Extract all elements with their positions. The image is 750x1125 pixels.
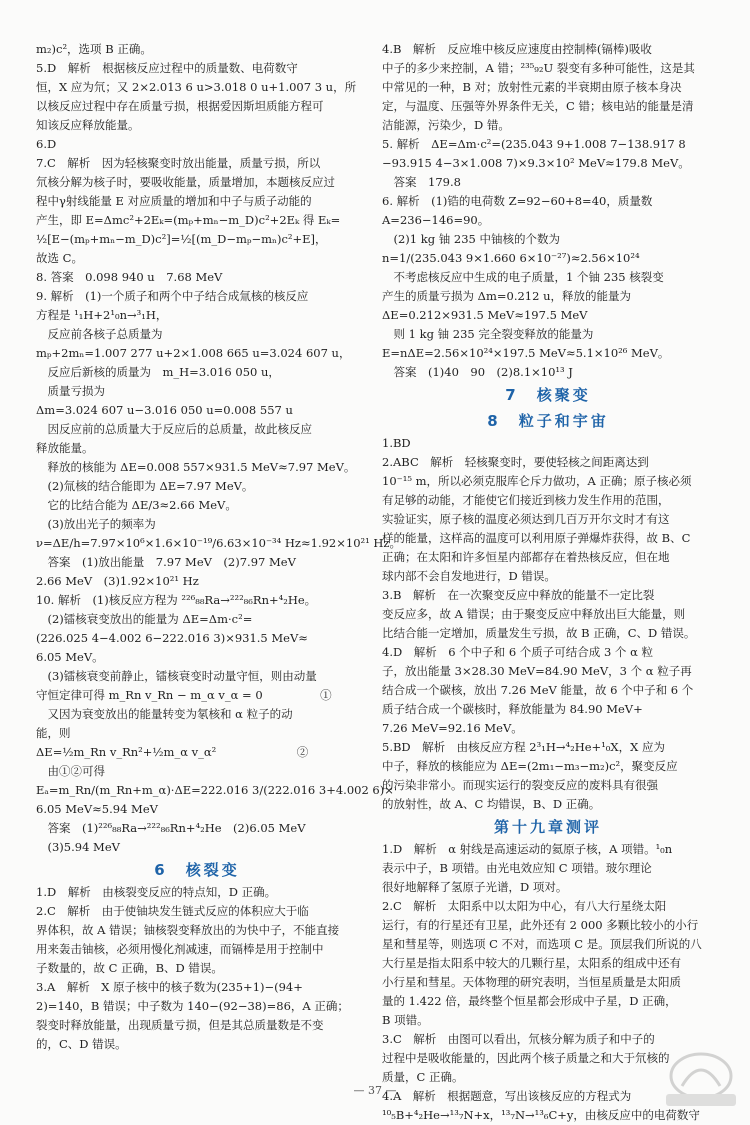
text-line: 子数量的，故 C 正确，B、D 错误。 bbox=[36, 961, 223, 975]
text-line: 1.BD bbox=[382, 436, 411, 450]
text-line: −93.915 4−3×1.008 7)×9.3×10² MeV≈179.8 MeV。 bbox=[382, 156, 690, 170]
text-line: A=236−146=90。 bbox=[382, 213, 490, 227]
text-line: (2)1 kg 铀 235 中铀核的个数为 bbox=[382, 232, 561, 246]
text-line: 2)=140，B 错误；中子数为 140−(92−38)=86，A 正确； bbox=[36, 999, 349, 1013]
text-line: 由①②可得 bbox=[36, 764, 105, 778]
text-line: 中子的多少来控制，A 错；²³⁵₉₂U 裂变有多种可能性，这是其 bbox=[382, 61, 695, 75]
text-line: 能，则 bbox=[36, 726, 71, 740]
text-line: (3)放出光子的频率为 bbox=[36, 517, 156, 531]
text-line: 样的能量，这样高的温度可以利用原子弹爆炸获得，故 B、C bbox=[382, 531, 691, 545]
text-line: 界体积，故 A 错误；铀核裂变释放出的为快中子，不能直接 bbox=[36, 923, 340, 937]
text-line: 定，与温度、压强等外界条件无关，C 错；核电站的能量是清 bbox=[382, 99, 694, 113]
text-line: 知该反应释放能量。 bbox=[36, 118, 140, 132]
watermark-logo bbox=[660, 1050, 742, 1110]
text-line: 9. 解析 (1)一个质子和两个中子结合成氚核的核反应 bbox=[36, 289, 309, 303]
text-line: 4.B 解析 反应堆中核反应速度由控制棒(镉棒)吸收 bbox=[382, 42, 652, 56]
text-line: 大行星是指太阳系中较大的几颗行星，太阳系的组成中还有 bbox=[382, 956, 681, 970]
text-line: ½[E−(mₚ+mₙ−m_D)c²]=½[(m_D−mₚ−mₙ)c²+E]， bbox=[36, 232, 327, 246]
text-line: 10. 解析 (1)核反应方程为 ²²⁶₈₈Ra→²²²₈₆Rn+⁴₂He。 bbox=[36, 593, 317, 607]
section-heading: 第十九章测评 bbox=[493, 818, 602, 836]
text-line: 以核反应过程中存在质量亏损，根据爱因斯坦质能方程可 bbox=[36, 99, 324, 113]
text-line: 5. 解析 ΔE=Δm·c²=(235.043 9+1.008 7−138.917 8 bbox=[382, 137, 686, 151]
text-line: 运行，有的行星还有卫星，此外还有 2 000 多颗比较小的小行 bbox=[382, 918, 699, 932]
text-line: 反应前各核子总质量为 bbox=[36, 327, 163, 341]
text-line: 它的比结合能为 ΔE/3≈2.66 MeV。 bbox=[36, 498, 237, 512]
text-line: 10⁻¹⁵ m，所以必须克服库仑斥力做功，A 正确；原子核必须 bbox=[382, 474, 692, 488]
text-line: m₂)c²，选项 B 正确。 bbox=[36, 42, 152, 56]
text-line: ¹⁰₅B+⁴₂He→¹³₇N+x，¹³₇N→¹³₆C+y，由核反应中的电荷数守 bbox=[382, 1108, 700, 1122]
text-line: 星和彗星等，则选项 C 不对，而选项 C 是。顶层我们所说的八 bbox=[382, 937, 702, 951]
text-line: 的放射性，故 A、C 均错误，B、D 正确。 bbox=[382, 797, 601, 811]
right-column bbox=[382, 40, 714, 1125]
text-line: 很好地解释了氢原子光谱，D 项对。 bbox=[382, 880, 568, 894]
text-line: 变反应多，故 A 错误；由于聚变反应中释放出巨大能量，则 bbox=[382, 607, 686, 621]
text-line: 产生，即 E=Δmc²+2Eₖ=(mₚ+mₙ−m_D)c²+2Eₖ 得 Eₖ= bbox=[36, 213, 341, 227]
text-line: 2.ABC 解析 轻核聚变时，要使轻核之间距离达到 bbox=[382, 455, 649, 469]
text-line: 7.C 解析 因为轻核聚变时放出能量，质量亏损，所以 bbox=[36, 156, 321, 170]
section-heading: 6 核裂变 bbox=[154, 861, 240, 879]
text-line: 氘核分解为核子时，要吸收能量，质量增加，本题核反应过 bbox=[36, 175, 335, 189]
text-line: 则 1 kg 铀 235 完全裂变释放的能量为 bbox=[382, 327, 594, 341]
text-line: 产生的质量亏损为 Δm=0.212 u，释放的能量为 bbox=[382, 289, 631, 303]
text-line: 比结合能一定增加，质量发生亏损，故 B 正确，C、D 错误。 bbox=[382, 626, 696, 640]
text-line: 2.66 MeV (3)1.92×10²¹ Hz bbox=[36, 574, 199, 588]
text-line: 反应后新核的质量为 m_H=3.016 050 u， bbox=[36, 365, 280, 379]
text-line: 不考虑核反应中生成的电子质量，1 个铀 235 核裂变 bbox=[382, 270, 664, 284]
text-line: 因反应前的总质量大于反应后的总质量，故此核反应 bbox=[36, 422, 312, 436]
text-line: (3)5.94 MeV bbox=[36, 840, 120, 854]
text-line: 正确；在太阳和许多恒星内部都存在着热核反应，但在地 bbox=[382, 550, 670, 564]
text-line: 1.D 解析 α 射线是高速运动的氦原子核，A 项错。¹₀n bbox=[382, 842, 673, 856]
text-line: 答案 179.8 bbox=[382, 175, 461, 189]
text-line: 答案 (1)²²⁶₈₈Ra→²²²₈₆Rn+⁴₂He (2)6.05 MeV bbox=[36, 821, 306, 835]
text-line: 质子结合成一个碳核时，释放能量为 84.90 MeV+ bbox=[382, 702, 643, 716]
text-line: (226.025 4−4.002 6−222.016 3)×931.5 MeV≈ bbox=[36, 631, 308, 645]
text-line: 量的 1.422 倍，最终整个恒星都会形成中子星，D 正确， bbox=[382, 994, 677, 1008]
text-line: 8. 答案 0.098 940 u 7.68 MeV bbox=[36, 270, 223, 284]
text-line: 6.05 MeV≈5.94 MeV bbox=[36, 802, 158, 816]
text-line: 小行星和彗星。天体物理的研究表明，当恒星质量是太阳质 bbox=[382, 975, 681, 989]
text-line: 中子，释放的核能应为 ΔE=(2m₁−m₃−m₂)c²，聚变反应 bbox=[382, 759, 678, 773]
text-line: ν=ΔE/h=7.97×10⁶×1.6×10⁻¹⁹/6.63×10⁻³⁴ Hz≈1.92×10²¹ Hz。 bbox=[36, 536, 401, 550]
text-line: 表示中子，B 项错。由光电效应知 C 项错。玻尔理论 bbox=[382, 861, 652, 875]
text-line: (3)镭核衰变前静止，镭核衰变时动量守恒，则由动量 bbox=[36, 669, 317, 683]
text-line: 3.B 解析 在一次聚变反应中释放的能量不一定比裂 bbox=[382, 588, 655, 602]
text-line: 4.A 解析 根据题意，写出该核反应的方程式为 bbox=[382, 1089, 632, 1103]
text-line: 球内部不会自发地进行，D 错误。 bbox=[382, 569, 556, 583]
text-line: 结合成一个碳核，放出 7.26 MeV 能量，故 6 个中子和 6 个 bbox=[382, 683, 694, 697]
text-line: mₚ+2mₙ=1.007 277 u+2×1.008 665 u=3.024 607 u， bbox=[36, 346, 351, 360]
text-line: 故选 C。 bbox=[36, 251, 83, 265]
text-line: 3.C 解析 由图可以看出，氘核分解为质子和中子的 bbox=[382, 1032, 655, 1046]
text-line: 2.C 解析 太阳系中以太阳为中心，有八大行星绕太阳 bbox=[382, 899, 667, 913]
text-line: 质量亏损为 bbox=[36, 384, 105, 398]
text-line: 4.D 解析 6 个中子和 6 个质子可结合成 3 个 α 粒 bbox=[382, 645, 653, 659]
text-line: 的污染非常小。而现实运行的裂变反应的废料具有很强 bbox=[382, 778, 658, 792]
section-heading: 7 核聚变 bbox=[505, 386, 591, 404]
text-line: (2)氚核的结合能即为 ΔE=7.97 MeV。 bbox=[36, 479, 254, 493]
text-line: 又因为衰变放出的能量转变为氡核和 α 粒子的动 bbox=[36, 707, 293, 721]
text-line: 6.D bbox=[36, 137, 57, 151]
text-line: 答案 (1)40 90 (2)8.1×10¹³ J bbox=[382, 365, 573, 379]
text-line: 释放的核能为 ΔE=0.008 557×931.5 MeV≈7.97 MeV。 bbox=[36, 460, 356, 474]
section-heading: 8 粒子和宇宙 bbox=[487, 412, 609, 430]
text-line: 1.D 解析 由核裂变反应的特点知，D 正确。 bbox=[36, 885, 277, 899]
text-line: (2)镭核衰变放出的能量为 ΔE=Δm·c²= bbox=[36, 612, 253, 626]
text-line: 2.C 解析 由于使铀块发生链式反应的体积应大于临 bbox=[36, 904, 309, 918]
text-line: 3.A 解析 X 原子核中的核子数为(235+1)−(94+ bbox=[36, 980, 303, 994]
text-line: 7.26 MeV=92.16 MeV。 bbox=[382, 721, 523, 735]
text-line: 质量，C 正确。 bbox=[382, 1070, 464, 1084]
text-line: 的，C、D 错误。 bbox=[36, 1037, 127, 1051]
text-line: 洁能源，污染少，D 错。 bbox=[382, 118, 510, 132]
text-line: 答案 (1)放出能量 7.97 MeV (2)7.97 MeV bbox=[36, 555, 296, 569]
text-line: ΔE=0.212×931.5 MeV≈197.5 MeV bbox=[382, 308, 588, 322]
text-line: B 项错。 bbox=[382, 1013, 429, 1027]
text-line: 恒，X 应为氘；又 2×2.013 6 u>3.018 0 u+1.007 3 u，所 bbox=[36, 80, 357, 94]
text-line: 6. 解析 (1)锆的电荷数 Z=92−60+8=40，质量数 bbox=[382, 194, 653, 208]
text-line: 5.BD 解析 由核反应方程 2³₁H→⁴₂He+¹₀X，X 应为 bbox=[382, 740, 665, 754]
page-number: — 37 — bbox=[353, 1084, 397, 1097]
text-line: 5.D 解析 根据核反应过程中的质量数、电荷数守 bbox=[36, 61, 298, 75]
text-line: 释放能量。 bbox=[36, 441, 94, 455]
text-line: E=nΔE=2.56×10²⁴×197.5 MeV≈5.1×10²⁶ MeV。 bbox=[382, 346, 670, 360]
text-line: 实验证实，原子核的温度必须达到几百万开尔文时才有这 bbox=[382, 512, 670, 526]
text-line: 程中γ射线能量 E 对应质量的增加和中子与质子动能的 bbox=[36, 194, 312, 208]
text-line: 守恒定律可得 m_Rn v_Rn − m_α v_α = 0 ① bbox=[36, 688, 332, 702]
text-line: 方程是 ¹₁H+2¹₀n→³₁H， bbox=[36, 308, 168, 322]
text-line: Eₐ=m_Rn/(m_Rn+m_α)·ΔE=222.016 3/(222.016 3+4.002 6)× bbox=[36, 783, 394, 797]
text-line: 裂变时释放能量，出现质量亏损，但是其总质量数是不变 bbox=[36, 1018, 324, 1032]
text-line: 有足够的动能，才能使它们接近到核力发生作用的范围， bbox=[382, 493, 670, 507]
text-line: Δm=3.024 607 u−3.016 050 u=0.008 557 u bbox=[36, 403, 293, 417]
text-line: 中常见的一种，B 对；放射性元素的半衰期由原子核本身决 bbox=[382, 80, 682, 94]
text-line: 用来轰击铀核，必须用慢化剂减速，而镉棒是用于控制中 bbox=[36, 942, 324, 956]
text-line: 子，放出能量 3×28.30 MeV=84.90 MeV，3 个 α 粒子再 bbox=[382, 664, 692, 678]
text-line: ΔE=½m_Rn v_Rn²+½m_α v_α² ② bbox=[36, 745, 309, 759]
text-line: 过程中是吸收能量的，因此两个核子质量之和大于氘核的 bbox=[382, 1051, 670, 1065]
text-line: 6.05 MeV。 bbox=[36, 650, 104, 664]
text-line: n=1/(235.043 9×1.660 6×10⁻²⁷)≈2.56×10²⁴ bbox=[382, 251, 640, 265]
